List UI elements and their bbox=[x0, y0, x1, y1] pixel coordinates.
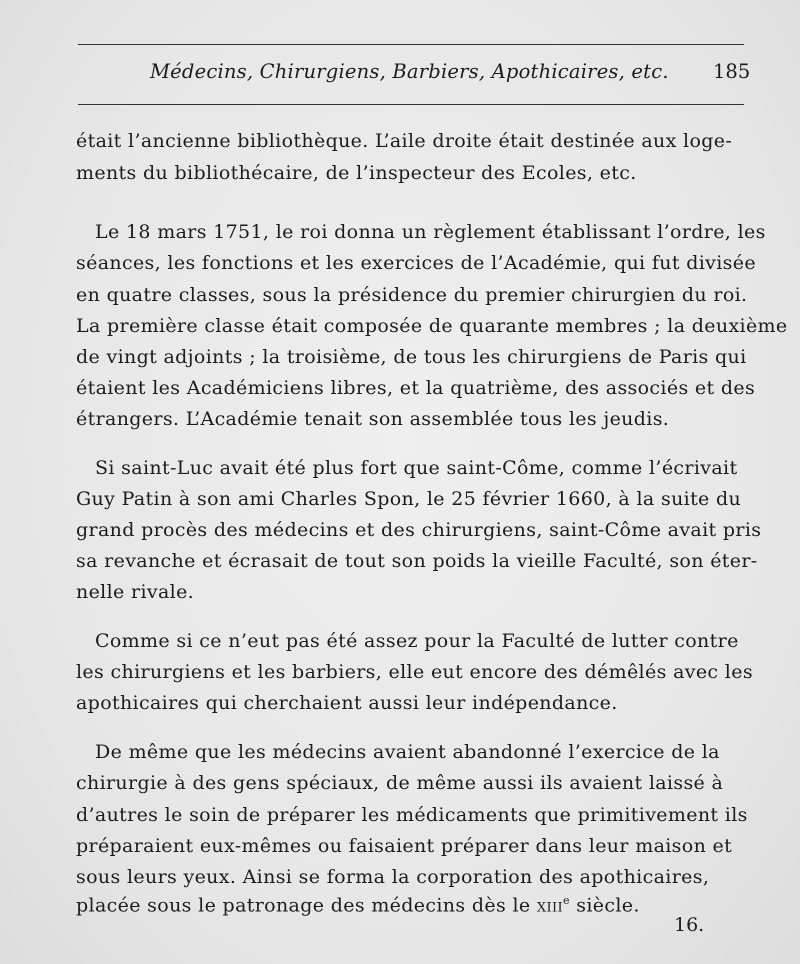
text-line: était l’ancienne bibliothèque. L’aile droite était destinée aux loge- bbox=[76, 130, 733, 152]
text-line: Guy Patin à son ami Charles Spon, le 25 février 1660, à la suite du bbox=[76, 488, 742, 510]
text-line: apothicaires qui cherchaient aussi leur indépendance. bbox=[76, 692, 618, 714]
text-line: d’autres le soin de préparer les médicaments que primitivement ils bbox=[76, 804, 748, 826]
text-line: les chirurgiens et les barbiers, elle eut encore des démêlés avec les bbox=[76, 661, 753, 683]
text-line: Le 18 mars 1751, le roi donna un règlement établissant l’ordre, les bbox=[95, 221, 766, 243]
header-rule-bottom bbox=[78, 104, 744, 105]
running-title: Médecins, Chirurgiens, Barbiers, Apothicaires, etc. bbox=[150, 60, 669, 83]
text-line: étaient les Académiciens libres, et la quatrième, des associés et des bbox=[76, 377, 756, 399]
text-line: chirurgie à des gens spéciaux, de même aussi ils avaient laissé à bbox=[76, 772, 724, 794]
century-superscript: e bbox=[562, 894, 570, 907]
page-number: 185 bbox=[713, 60, 751, 83]
text-line: nelle rivale. bbox=[76, 581, 195, 603]
text-line: étrangers. L’Académie tenait son assemblée tous les jeudis. bbox=[76, 408, 670, 430]
century-numeral: xiii bbox=[536, 894, 563, 917]
text-fragment: placée sous le patronage des médecins dès le bbox=[76, 894, 537, 917]
text-line: sous leurs yeux. Ainsi se forma la corporation des apothicaires, bbox=[76, 866, 710, 888]
text-line-last bbox=[76, 885, 756, 921]
text-line: en quatre classes, sous la présidence du premier chirurgien du roi. bbox=[76, 284, 748, 306]
text-line: La première classe était composée de quarante membres ; la deuxième bbox=[76, 315, 788, 337]
header-rule-top bbox=[78, 44, 744, 45]
text-line: de vingt adjoints ; la troisième, de tous les chirurgiens de Paris qui bbox=[76, 346, 747, 368]
text-line: grand procès des médecins et des chirurgiens, saint-Côme avait pris bbox=[76, 519, 762, 541]
text-line: Si saint-Luc avait été plus fort que saint-Côme, comme l’écrivait bbox=[95, 457, 738, 479]
text-line: préparaient eux-mêmes ou faisaient préparer dans leur maison et bbox=[76, 835, 733, 857]
text-line: séances, les fonctions et les exercices de l’Académie, qui fut divisée bbox=[76, 252, 756, 274]
text-line: sa revanche et écrasait de tout son poids la vieille Faculté, son éter- bbox=[76, 550, 758, 572]
signature-mark: 16. bbox=[674, 914, 705, 936]
text-line: ments du bibliothécaire, de l’inspecteur des Ecoles, etc. bbox=[76, 162, 637, 184]
text-line: De même que les médecins avaient abandonné l’exercice de la bbox=[95, 741, 720, 763]
text-fragment: siècle. bbox=[569, 894, 640, 917]
text-line: Comme si ce n’eut pas été assez pour la Faculté de lutter contre bbox=[95, 630, 739, 652]
